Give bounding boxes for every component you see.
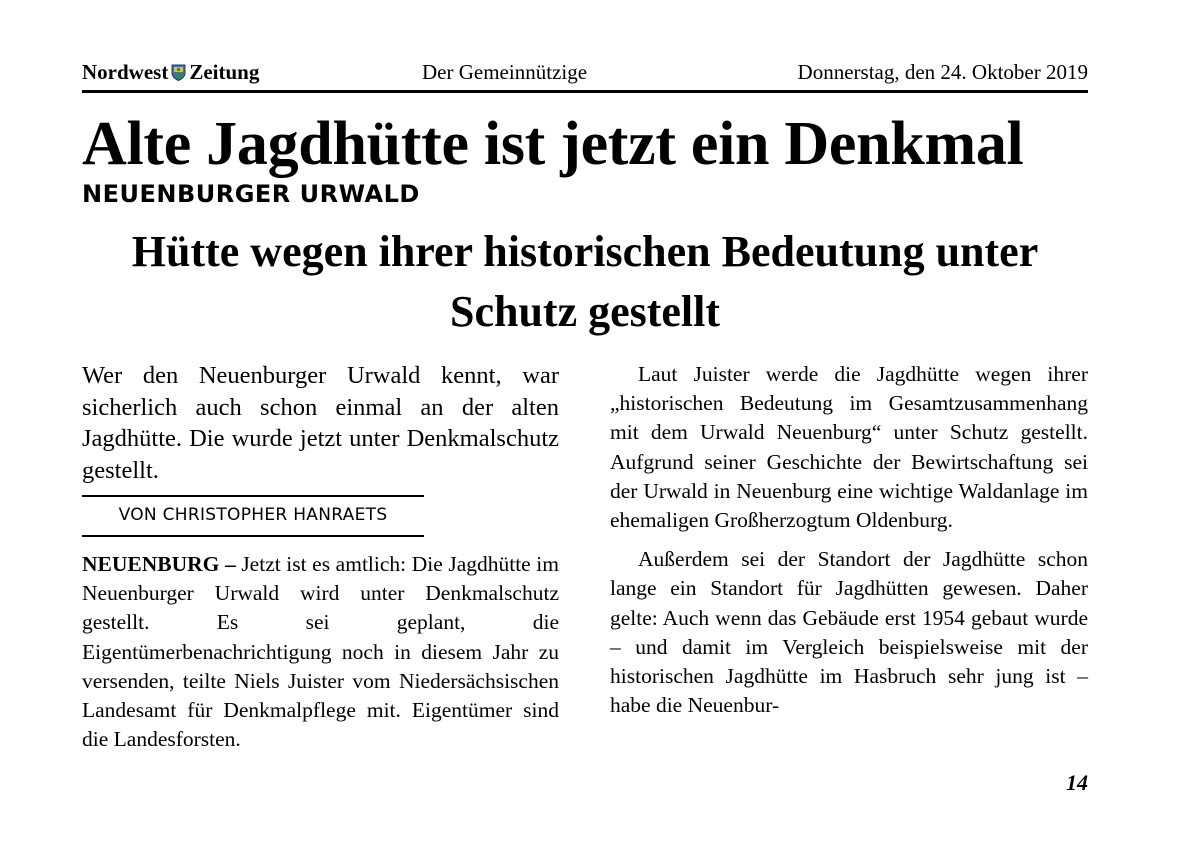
body-paragraph	[82, 550, 559, 754]
body-paragraph-1: Laut Juister werde die Jagdhütte wegen ihrer „historischen Bedeutung im Gesamtzusammenhang mit dem Urwald Neuenburg“ unter Schutz gestellt. Aufgrund seiner Geschichte der Bewirtschaftung sei der Urwald in Neuenburg eine wichtige Waldanlage im ehemaligen Großherzogtum Oldenburg.	[610, 362, 1088, 533]
masthead-divider	[82, 90, 1088, 93]
byline-rule-bottom	[82, 535, 424, 537]
brand-name-left: Nordwest	[82, 60, 169, 84]
page-number: 14	[1066, 770, 1088, 795]
body-text-left: Jetzt ist es amtlich: Die Jagdhütte im Neuenburger Urwald wird unter Denkmalschutz gestellt. Es sei geplant, die Eigentümerbenachrichtigung noch in diesem Jahr zu versenden, teilte Niels Juister vom Niedersächsischen Landesamt für Denkmalpflege mit. Eigentümer sind die Landesforsten.	[82, 552, 560, 752]
byline: VON CHRISTOPHER HANRAETS	[118, 505, 388, 525]
brand-name-right: Zeitung	[189, 60, 260, 84]
section-name: Der Gemeinnützige	[422, 60, 588, 84]
body-column-left	[82, 550, 559, 754]
coat-of-arms-icon	[171, 64, 186, 81]
body-column-right	[610, 360, 1088, 720]
subheadline: Hütte wegen ihrer historischen Bedeutung unter Schutz gestellt	[131, 227, 1039, 336]
masthead	[82, 58, 1088, 88]
dateline: NEUENBURG –	[82, 552, 236, 576]
newspaper-brand	[82, 60, 259, 85]
lead-paragraph: Wer den Neuenburger Urwald kennt, war sicherlich auch schon einmal an der alten Jagdhütte. Die wurde jetzt unter Denkmalschutz gestellt.	[82, 362, 559, 484]
kicker: NEUENBURGER URWALD	[82, 180, 420, 208]
issue-date: Donnerstag, den 24. Oktober 2019	[797, 60, 1088, 84]
headline: Alte Jagdhütte ist jetzt ein Denkmal	[82, 110, 1024, 178]
byline-rule-top	[82, 495, 424, 497]
body-paragraph-2: Außerdem sei der Standort der Jagdhütte schon lange ein Standort für Jagdhütten gewesen. Daher gelte: Auch wenn das Gebäude erst 1954 gebaut wurde – und damit im Vergleich beispielsweise mit der historischen Jagdhütte im Hasbruch sehr jung ist – habe die Neuenbur-	[610, 547, 1088, 718]
